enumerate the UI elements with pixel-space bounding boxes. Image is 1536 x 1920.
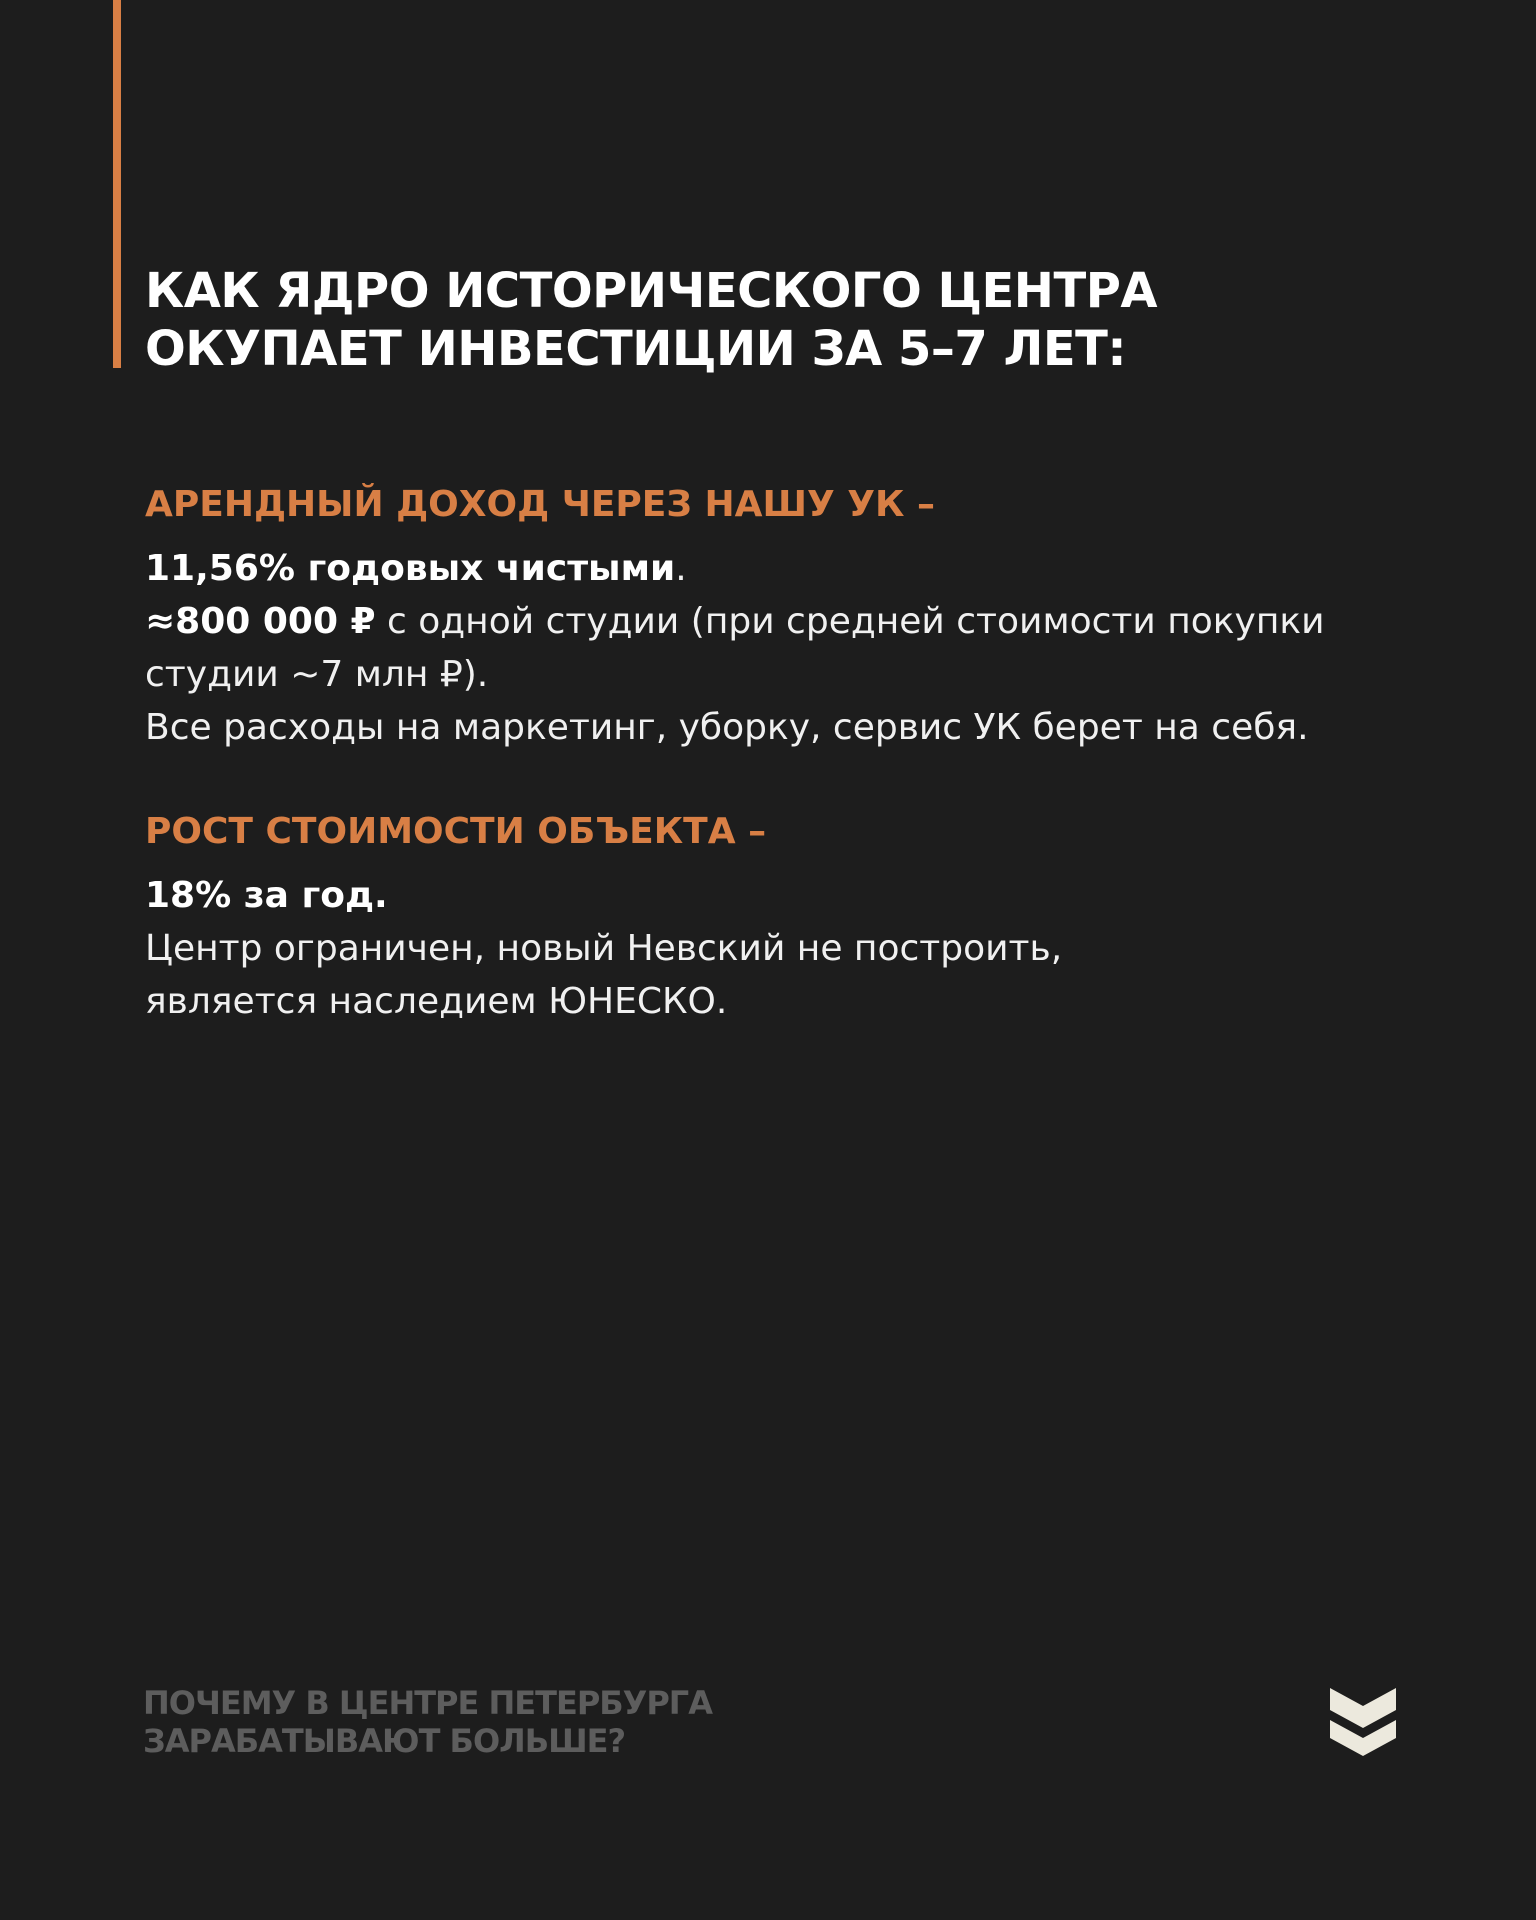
value-growth-text: [145, 869, 1445, 1028]
page-title-line-1: КАК ЯДРО ИСТОРИЧЕСКОГО ЦЕНТРА: [145, 263, 1158, 319]
page-title: [145, 262, 1445, 378]
value-growth-rate: 18% за год.: [145, 875, 388, 916]
footer-caption-line-2: ЗАРАБАТЫВАЮТ БОЛЬШЕ?: [143, 1722, 626, 1760]
value-growth-line-2: является наследием ЮНЕСКО.: [145, 981, 728, 1022]
rental-income-line-2: студии ~7 млн ₽).: [145, 654, 489, 695]
logo-upper-chevron: [1330, 1688, 1396, 1728]
rental-income-description: с одной студии (при средней стоимости покупки: [375, 601, 1325, 642]
value-growth-section: [145, 807, 1445, 1028]
rental-expenses-line: Все расходы на маркетинг, уборку, сервис УК берет на себя.: [145, 707, 1309, 748]
chevron-shield-logo-icon: [1330, 1686, 1396, 1758]
page-title-line-2: ОКУПАЕТ ИНВЕСТИЦИИ ЗА 5–7 ЛЕТ:: [145, 321, 1127, 377]
footer-caption: [143, 1684, 712, 1760]
rental-income-text: [145, 542, 1445, 754]
rental-income-value: ≈800 000 ₽: [145, 601, 376, 642]
rental-yield-line: [145, 542, 1445, 595]
footer-caption-line-1: ПОЧЕМУ В ЦЕНТРЕ ПЕТЕРБУРГА: [143, 1684, 712, 1722]
rental-income-line: [145, 595, 1445, 648]
rental-income-section: [145, 480, 1445, 754]
value-growth-rate-line: [145, 869, 1445, 922]
accent-line: [113, 0, 121, 368]
value-growth-heading: РОСТ СТОИМОСТИ ОБЪЕКТА –: [145, 811, 767, 852]
rental-income-heading: АРЕНДНЫЙ ДОХОД ЧЕРЕЗ НАШУ УК –: [145, 484, 935, 525]
rental-yield-end: .: [675, 548, 687, 589]
value-growth-line-1: Центр ограничен, новый Невский не построить,: [145, 928, 1063, 969]
rental-yield-value: 11,56% годовых чистыми: [145, 548, 676, 589]
